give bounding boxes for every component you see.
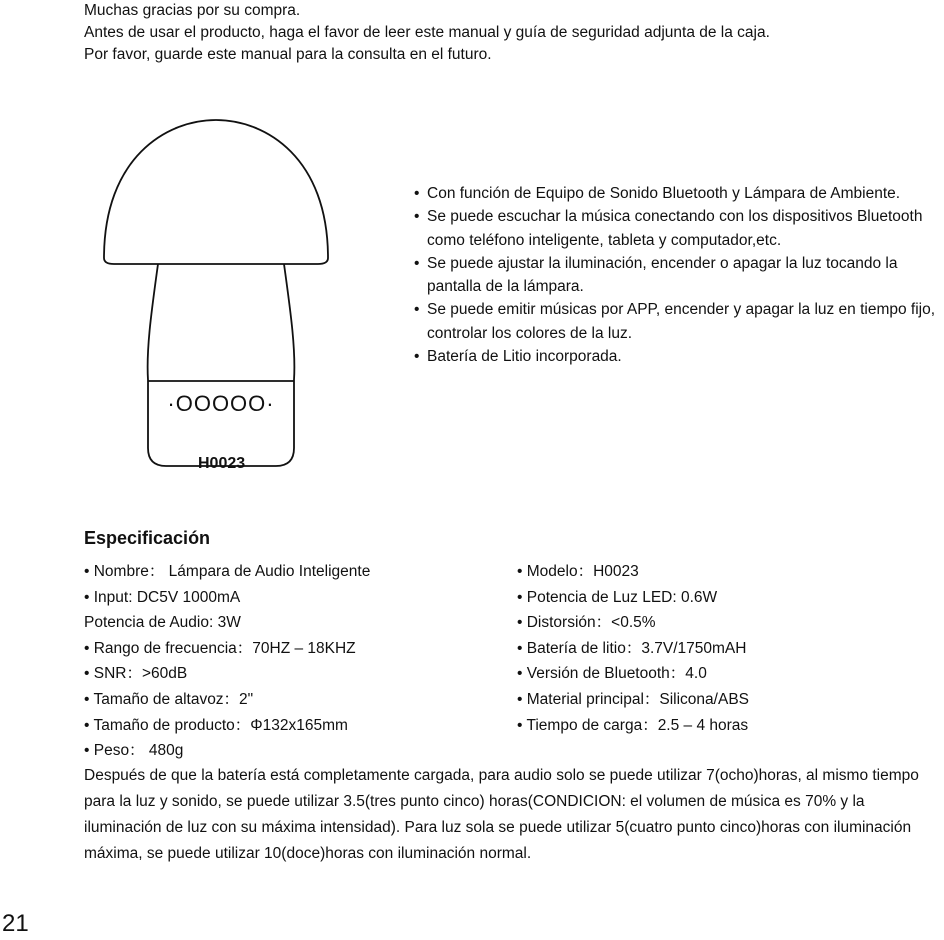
- feature-item: • Se puede ajustar la iluminación, encender o apagar la luz tocando la pantalla de la lámpara.: [414, 252, 944, 299]
- spec-item: • Nombre： Lámpara de Audio Inteligente: [84, 563, 371, 580]
- spec-item: • Tamaño de altavoz：2": [84, 690, 254, 708]
- intro-read-manual: Antes de usar el producto, haga el favor de leer este manual y guía de seguridad adjunta de la caja.: [84, 24, 770, 41]
- spec-item: • Modelo：H0023: [517, 563, 639, 580]
- spec-item: • Peso： 480g: [84, 742, 184, 760]
- battery-usage-note: Después de que la batería está completamente cargada, para audio solo se puede utilizar 7(ocho)horas, al mismo tiempo para la luz y sonido, se puede utilizar 3.5(tres punto cinco) horas(CONDICION: el volumen de música es 70% y la iluminación de luz con su máxima intensidad). Para luz sola se puede utilizar 5(cuatro punto cinco)horas con iluminación máxima, se puede utilizar 10(doce)horas con iluminación normal.: [84, 767, 919, 862]
- spec-item: • Batería de litio：3.7V/1750mAH: [517, 639, 747, 657]
- spec-item: • Material principal：Silicona/ABS: [517, 690, 749, 708]
- intro-thanks: Muchas gracias por su compra.: [84, 2, 301, 19]
- model-label: H0023: [198, 455, 246, 472]
- spec-item: • Tiempo de carga：2.5 – 4 horas: [517, 716, 749, 734]
- lamp-buttons: ·OOOOO·: [167, 391, 275, 416]
- feature-item: • Se puede emitir músicas por APP, encender y apagar la luz en tiempo fijo, controlar los colores de la luz.: [414, 298, 944, 345]
- mushroom-lamp-illustration: [96, 118, 336, 508]
- spec-item: • Potencia de Luz LED: 0.6W: [517, 588, 718, 606]
- intro-section: [84, 0, 934, 66]
- spec-item: • Input: DC5V 1000mA: [84, 588, 241, 606]
- bullet-dot: •: [414, 208, 420, 226]
- spec-item: Potencia de Audio: 3W: [84, 614, 241, 632]
- spec-title: Especificación: [84, 528, 211, 548]
- feature-item: • Con función de Equipo de Sonido Bluetooth y Lámpara de Ambiente.: [414, 182, 944, 205]
- spec-item: • Rango de frecuencia：70HZ – 18KHZ: [84, 639, 356, 657]
- bullet-dot: •: [414, 254, 420, 272]
- feature-list: [414, 182, 944, 368]
- spec-column-left: [84, 559, 504, 764]
- feature-item: • Batería de Litio incorporada.: [414, 345, 944, 368]
- intro-keep-manual: Por favor, guarde este manual para la consulta en el futuro.: [84, 46, 492, 63]
- mushroom-lamp-icon: [96, 118, 336, 508]
- bullet-dot: •: [414, 185, 420, 202]
- spec-item: • Versión de Bluetooth：4.0: [517, 665, 707, 683]
- bullet-dot: •: [414, 348, 420, 366]
- lamp-body: [148, 264, 295, 466]
- spec-item: • Tamaño de producto：Φ132x165mm: [84, 716, 348, 734]
- spec-column-right: [517, 559, 937, 738]
- spec-item: • SNR：>60dB: [84, 665, 188, 683]
- bullet-dot: •: [414, 301, 420, 319]
- feature-item: • Se puede escuchar la música conectando con los dispositivos Bluetooth como teléfono inteligente, tableta y computador,etc.: [414, 205, 944, 252]
- spec-item: • Distorsión：<0.5%: [517, 614, 656, 632]
- lamp-cap: [104, 120, 328, 264]
- page-number: 21: [2, 910, 29, 937]
